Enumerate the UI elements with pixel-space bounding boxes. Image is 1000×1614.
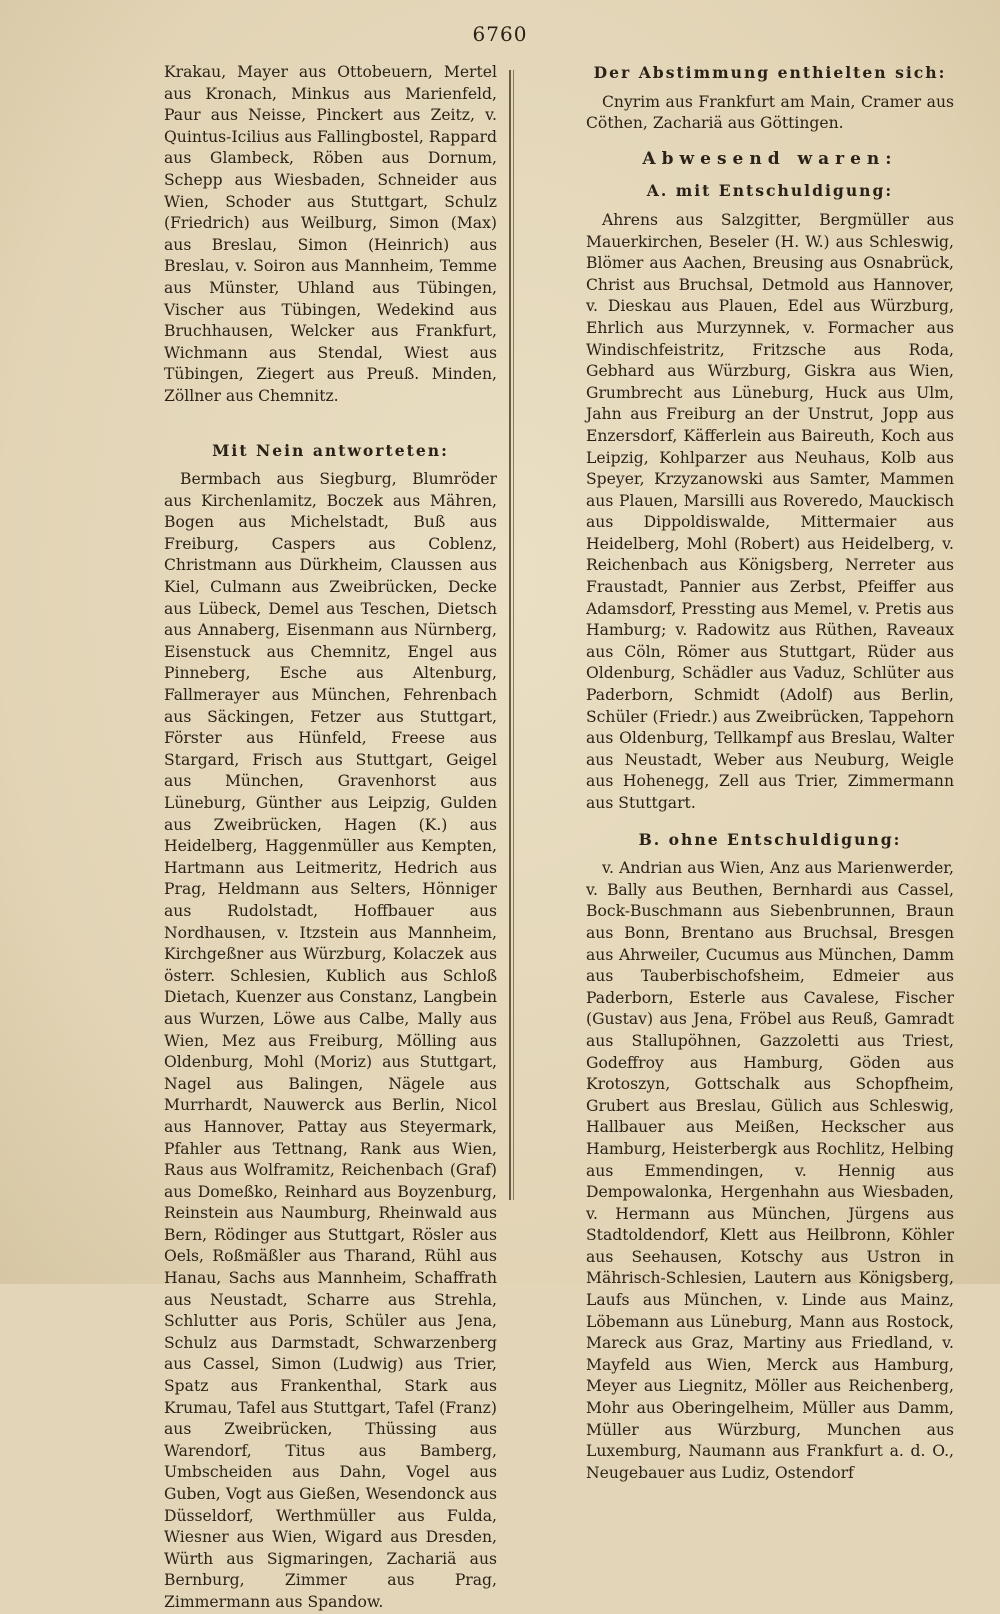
right-paragraph-2: Ahrens aus Salzgitter, Bergmüller aus Mauerkirchen, Beseler (H. W.) aus Schleswig, Blömer aus Aachen, Breusing aus Osnabrück, Christ aus Bruchsal, Detmold aus Hannover, v. Dieskau aus Plauen, Edel aus Würzburg, Ehrlich aus Murzynnek, v. Formacher aus Windischfeistritz, Fritzsche aus Roda, Gebhard aus Würzburg, Giskra aus Wien, Grumbrecht aus Lüneburg, Huck aus Ulm, Jahn aus Freiburg an der Unstrut, Jopp aus Enzersdorf, Käfferlein aus Baireuth, Koch aus Leipzig, Kohlparzer aus Neuhaus, Kolb aus Speyer, Krzyzanowski aus Samter, Mammen aus Plauen, Marsilli aus Roveredo, Mauckisch aus Dippoldiswalde, Mittermaier aus Heidelberg, Mohl (Robert) aus Heidelberg, v. Reichenbach aus Königsberg, Nerreter aus Fraustadt, Pannier aus Zerbst, Pfeiffer aus Adamsdorf, Pressting aus Memel, v. Pretis aus Hamburg; v. Radowitz aus Rüthen, Raveaux aus Cöln, Römer aus Stuttgart, Rüder aus Oldenburg, Schädler aus Vaduz, Schlüter aus Paderborn, Schmidt (Adolf) aus Berlin, Schüler (Friedr.) aus Zweibrücken, Tappehorn aus Oldenburg, Tellkampf aus Breslau, Walter aus Neustadt, Weber aus Neuburg, Weigle aus Hohenegg, Zell aus Trier, Zimmermann aus Stuttgart. xyxy=(586,210,954,812)
heading-abwesend: Abwesend waren: xyxy=(642,148,898,169)
right-column xyxy=(586,62,954,1484)
right-paragraph-3: v. Andrian aus Wien, Anz aus Marienwerder, v. Bally aus Beuthen, Bernhardi aus Cassel, Bock-Buschmann aus Siebenbrunnen, Braun aus Bonn, Brentano aus Bruchsal, Bresgen aus Ahrweiler, Cucumus aus München, Damm aus Tauberbischofsheim, Edmeier aus Paderborn, Esterle aus Cavalese, Fischer (Gustav) aus Jena, Fröbel aus Reuß, Gamradt aus Stallupöhnen, Gazzoletti aus Triest, Godeffroy aus Hamburg, Göden aus Krotoszyn, Gottschalk aus Schopfheim, Grubert aus Breslau, Gülich aus Schleswig, Hallbauer aus Meißen, Heckscher aus Hamburg, Heisterbergk aus Rochlitz, Helbing aus Emmendingen, v. Hennig aus Dempowalonka, Hergenhahn aus Wiesbaden, v. Hermann aus München, Jürgens aus Stadtoldendorf, Klett aus Heilbronn, Köhler aus Seehausen, Kotschy aus Ustron in Mährisch-Schlesien, Lautern aus Königsberg, Laufs aus München, v. Linde aus Mainz, Löbemann aus Lüneburg, Mann aus Rostock, Mareck aus Graz, Martiny aus Friedland, v. Mayfeld aus Wien, Merck aus Hamburg, Meyer aus Liegnitz, Möller aus Reichenberg, Mohr aus Oberingelheim, Müller aus Damm, Müller aus Würzburg, Munchen aus Luxemburg, Naumann aus Frankfurt a. d. O., Neugebauer aus Ludiz, Ostendorf xyxy=(586,859,954,1482)
column-divider xyxy=(509,70,511,1200)
page-number: 6760 xyxy=(472,22,528,46)
heading-nein: Mit Nein antworteten: xyxy=(212,440,449,460)
left-paragraph-1: Krakau, Mayer aus Ottobeuern, Mertel aus Kronach, Minkus aus Marienfeld, Paur aus Neisse, Pinckert aus Zeitz, v. Quintus-Icilius aus Fallingbostel, Rappard aus Glambeck, Röben aus Dornum, Schepp aus Wiesbaden, Schneider aus Wien, Schoder aus Stuttgart, Schulz (Friedrich) aus Weilburg, Simon (Max) aus Breslau, Simon (Heinrich) aus Breslau, v. Soiron aus Mannheim, Temme aus Münster, Uhland aus Tübingen, Vischer aus Tübingen, Wedekind aus Bruchhausen, Welcker aus Frankfurt, Wichmann aus Stendal, Wiest aus Tübingen, Ziegert aus Preuß. Minden, Zöllner aus Chemnitz. xyxy=(164,63,497,405)
heading-mit-entschuldigung: A. mit Entschuldigung: xyxy=(646,181,894,201)
right-paragraph-1: Cnyrim aus Frankfurt am Main, Cramer aus Cöthen, Zachariä aus Göttingen. xyxy=(586,92,954,133)
column-divider-inner xyxy=(513,70,514,1200)
heading-ohne-entschuldigung: B. ohne Entschuldigung: xyxy=(638,829,902,849)
left-paragraph-2: Bermbach aus Siegburg, Blumröder aus Kirchenlamitz, Boczek aus Mähren, Bogen aus Michelstadt, Buß aus Freiburg, Caspers aus Coblenz, Christmann aus Dürkheim, Claussen aus Kiel, Culmann aus Zweibrücken, Decke aus Lübeck, Demel aus Teschen, Dietsch aus Annaberg, Eisenmann aus Nürnberg, Eisenstuck aus Chemnitz, Engel aus Pinneberg, Esche aus Altenburg, Fallmerayer aus München, Fehrenbach aus Säckingen, Fetzer aus Stuttgart, Förster aus Hünfeld, Freese aus Stargard, Frisch aus Stuttgart, Geigel aus München, Gravenhorst aus Lüneburg, Günther aus Leipzig, Gulden aus Zweibrücken, Hagen (K.) aus Heidelberg, Haggenmüller aus Kempten, Hartmann aus Leitmeritz, Hedrich aus Prag, Heldmann aus Selters, Hönniger aus Rudolstadt, Hoffbauer aus Nordhausen, v. Itzstein aus Mannheim, Kirchgeßner aus Würzburg, Kolaczek aus österr. Schlesien, Kublich aus Schloß Dietach, Kuenzer aus Constanz, Langbein aus Wurzen, Löwe aus Calbe, Mally aus Wien, Mez aus Freiburg, Mölling aus Oldenburg, Mohl (Moriz) aus Stuttgart, Nagel aus Balingen, Nägele aus Murrhardt, Nauwerck aus Berlin, Nicol aus Hannover, Pattay aus Steyermark, Pfahler aus Tettnang, Rank aus Wien, Raus aus Wolframitz, Reichenbach (Graf) aus Domeßko, Reinhard aus Boyzenburg, Reinstein aus Naumburg, Rheinwald aus Bern, Rödinger aus Stuttgart, Rösler aus Oels, Roßmäßler aus Tharand, Rühl aus Hanau, Sachs aus Mannheim, Schaffrath aus Neustadt, Scharre aus Strehla, Schlutter aus Poris, Schüler aus Jena, Schulz aus Darmstadt, Schwarzenberg aus Cassel, Simon (Ludwig) aus Trier, Spatz aus Frankenthal, Stark aus Krumau, Tafel aus Stuttgart, Tafel (Franz) aus Zweibrücken, Thüssing aus Warendorf, Titus aus Bamberg, Umbscheiden aus Dahn, Vogel aus Guben, Vogt aus Gießen, Wesendonck aus Düsseldorf, Werthmüller aus Fulda, Wiesner aus Wien, Wigard aus Dresden, Würth aus Sigmaringen, Zachariä aus Bernburg, Zimmer aus Prag, Zimmermann aus Spandow. xyxy=(164,470,497,1611)
left-column xyxy=(164,62,497,1614)
heading-abstimmung: Der Abstimmung enthielten sich: xyxy=(593,63,947,82)
